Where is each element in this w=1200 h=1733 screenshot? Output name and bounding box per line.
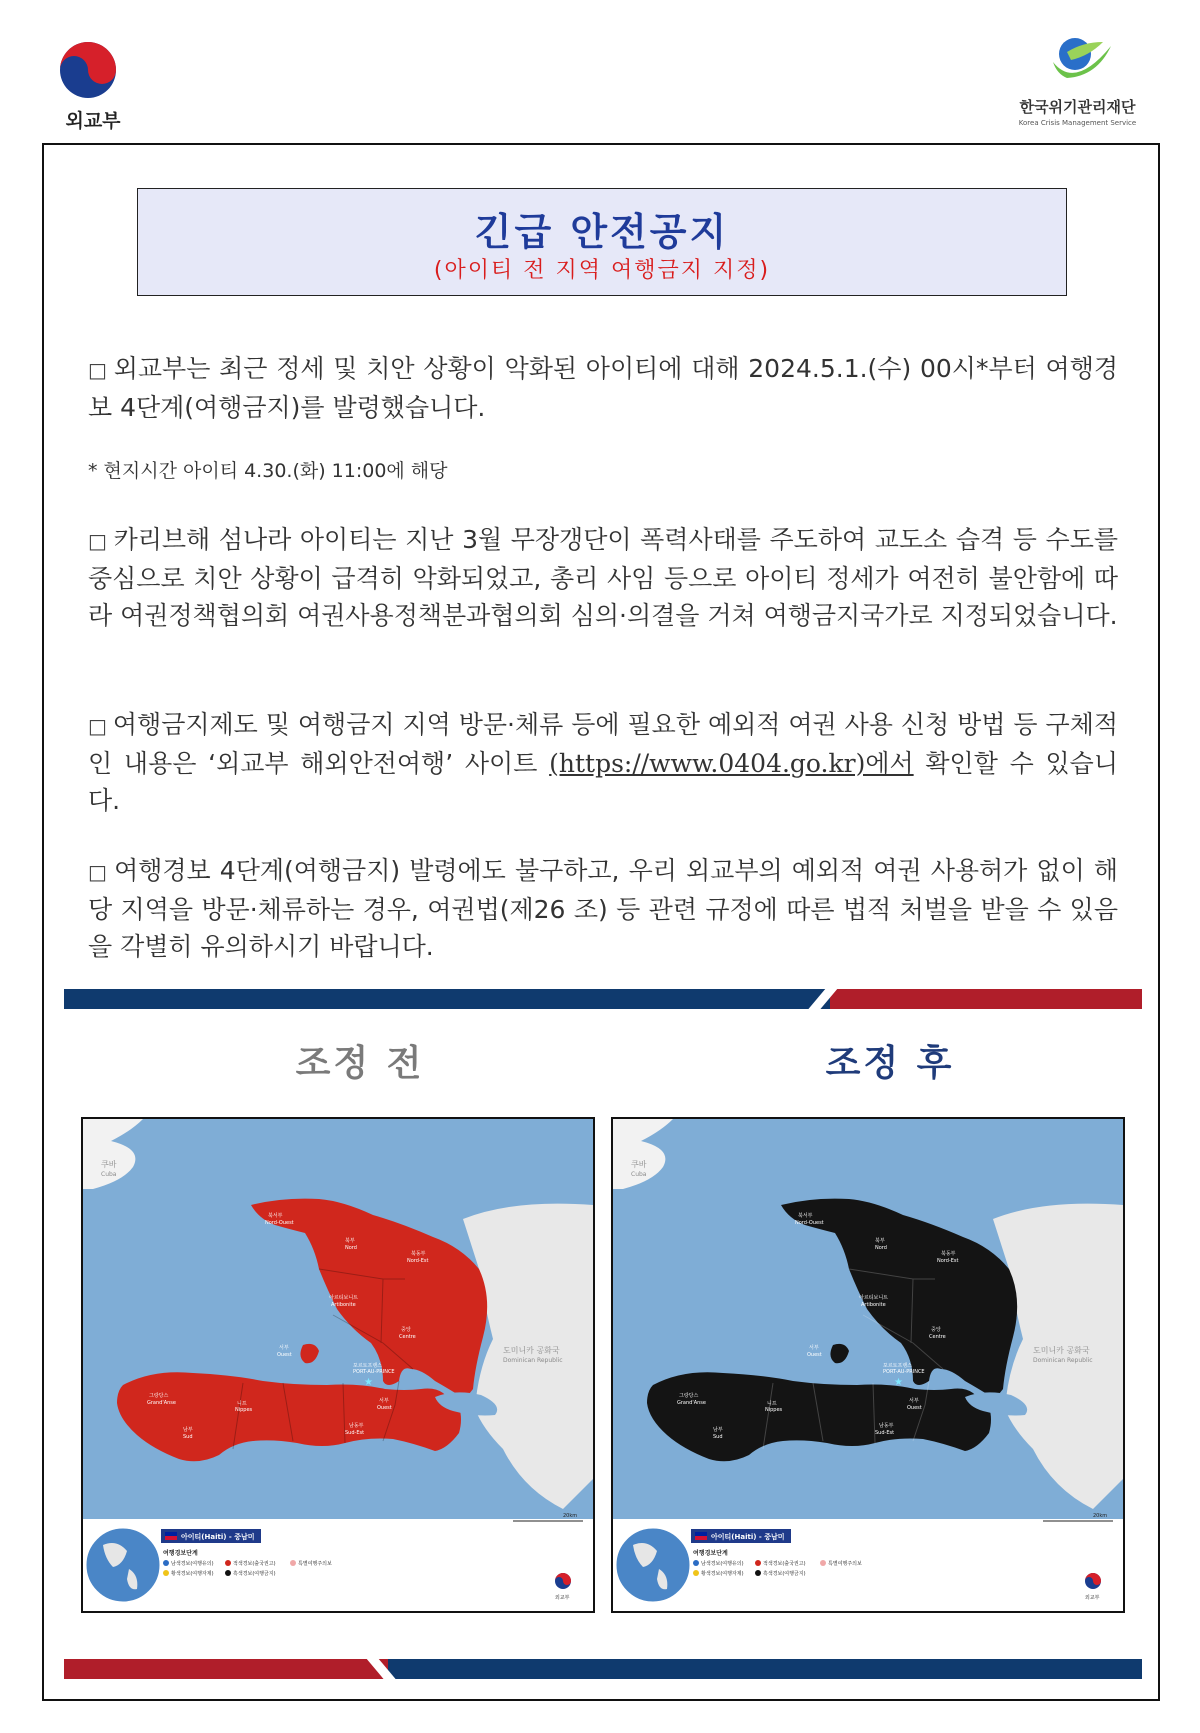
legend-title: 아이티(Haiti) - 중남미 <box>181 1533 255 1541</box>
region-sud-est: 남동부 <box>349 1423 364 1429</box>
cuba-label: 쿠바 <box>101 1160 117 1169</box>
region-ouest-en: Ouest <box>377 1405 392 1411</box>
region-grand-anse: 그랑당스 <box>679 1393 699 1399</box>
kcms-logo-icon <box>1045 32 1115 92</box>
region-nippes-en: Nippes <box>765 1407 783 1413</box>
ministry-small-label: 외교부 <box>555 1595 570 1601</box>
region-artibonite: 아르티보니트 <box>329 1295 358 1301</box>
region-ouest: 서부 <box>379 1398 389 1404</box>
paragraph-3-text: 여행금지제도 및 여행금지 지역 방문·체류 등에 필요한 예외적 여권 사용 신청 방법 등 구체적인 내용은 ‘외교부 해외안전여행’ 사이트 <box>88 710 1118 778</box>
region-sud-est: 남동부 <box>879 1423 894 1429</box>
region-nord-en: Nord <box>345 1245 357 1251</box>
ministry-small-label: 외교부 <box>1085 1595 1100 1601</box>
divider-bar-blue <box>64 989 834 1009</box>
region-grand-anse-en: Grand'Anse <box>147 1400 176 1406</box>
map-before <box>81 1117 595 1613</box>
cuba-label-en: Cuba <box>631 1171 647 1178</box>
mofa-emblem-icon <box>58 40 118 100</box>
map-before-label: 조정 전 <box>295 1043 425 1084</box>
region-centre-en: Centre <box>929 1334 946 1340</box>
region-sud-est-en: Sud-Est <box>345 1430 365 1436</box>
region-nord-est-en: Nord-Est <box>407 1258 429 1264</box>
paragraph-3-tail: 확인할 수 있습니다. <box>88 749 1118 815</box>
legend-item-special: 특별여행주의보 <box>298 1561 332 1567</box>
bullet-square-icon: □ <box>88 358 108 382</box>
region-centre: 중앙 <box>931 1327 941 1333</box>
ministry-name: 외교부 <box>65 110 121 132</box>
region-centre-en: Centre <box>399 1334 416 1340</box>
legend-item-black: 흑색경보(여행금지) <box>763 1571 806 1577</box>
region-nord-ouest: 북서부 <box>268 1213 283 1219</box>
region-nippes: 니프 <box>767 1401 777 1407</box>
legend-heading: 여행경보단계 <box>163 1550 198 1557</box>
region-centre: 중앙 <box>401 1327 411 1333</box>
safe-travel-site-link[interactable]: (https://www.0404.go.kr)에서 <box>549 749 914 778</box>
region-artibonite-en: Artibonite <box>331 1302 356 1308</box>
divider-bar-red-bottom <box>64 1659 394 1679</box>
legend-heading: 여행경보단계 <box>693 1550 728 1557</box>
paragraph-2 <box>88 521 1118 634</box>
partner-subtitle: Korea Crisis Management Service <box>1018 119 1137 127</box>
region-grand-anse-en: Grand'Anse <box>677 1400 706 1406</box>
region-nippes: 니프 <box>237 1401 247 1407</box>
region-artibonite: 아르티보니트 <box>859 1295 888 1301</box>
haiti-landmass <box>647 1199 1017 1462</box>
capital-label-en: PORT-AU-PRINCE <box>883 1369 925 1375</box>
region-nord-est: 북동부 <box>941 1251 956 1257</box>
partner-name: 한국위기관리재단 <box>1019 98 1136 116</box>
time-note: * 현지시간 아이티 4.30.(화) 11:00에 해당 <box>88 460 448 482</box>
bullet-square-icon: □ <box>88 860 109 884</box>
scale-label: 20km <box>1093 1513 1108 1519</box>
divider-bar-blue-bottom <box>388 1659 1142 1679</box>
region-ouest: 서부 <box>909 1398 919 1404</box>
paragraph-1 <box>88 350 1118 426</box>
legend-item-red: 적색경보(출국권고) <box>763 1561 806 1567</box>
paragraph-2-text: 카리브해 섬나라 아이티는 지난 3월 무장갱단이 폭력사태를 주도하여 교도소 습격 등 수도를 중심으로 치안 상황이 급격히 악화되었고, 총리 사임 등으로 아이티 정세가 여전히 불안함에 따라 여권정책협의회 여권사용정책분과협의회 심의·의결을 거쳐 여행금지국가로 지정되었습니다. <box>88 525 1119 630</box>
region-nord-ouest: 북서부 <box>798 1213 813 1219</box>
region-sud-en: Sud <box>183 1434 193 1440</box>
paragraph-1-text: 외교부는 최근 정세 및 치안 상황이 악화된 아이티에 대해 2024.5.1.(수) 00시*부터 여행경보 4단계(여행금지)를 발령했습니다. <box>88 354 1118 422</box>
region-sud-en: Sud <box>713 1434 723 1440</box>
legend-item-red: 적색경보(출국권고) <box>233 1561 276 1567</box>
region-nord: 북부 <box>875 1238 885 1244</box>
legend-title: 아이티(Haiti) - 중남미 <box>711 1533 785 1541</box>
capital-star-icon: ★ <box>894 1377 903 1388</box>
region-ouest-island-en: Ouest <box>807 1352 822 1358</box>
globe-icon <box>85 1527 161 1603</box>
dr-label-en: Dominican Republic <box>1033 1357 1093 1364</box>
legend-item-special: 특별여행주의보 <box>828 1561 862 1567</box>
region-nippes-en: Nippes <box>235 1407 253 1413</box>
region-sud: 남부 <box>183 1427 193 1433</box>
region-nord-est: 북동부 <box>411 1251 426 1257</box>
bullet-square-icon: □ <box>88 714 107 738</box>
haiti-map-after <box>613 1119 1123 1611</box>
dr-label: 도미니카 공화국 <box>1033 1346 1090 1355</box>
cuba-label-en: Cuba <box>101 1171 117 1178</box>
notice-subtitle: (아이티 전 지역 여행금지 지정) <box>433 258 771 283</box>
capital-label: 포르토프랭스 <box>883 1363 912 1369</box>
legend-item-yellow: 황색경보(여행자제) <box>701 1571 744 1577</box>
legend-item-blue: 남색경보(여행유의) <box>171 1561 214 1567</box>
bullet-square-icon: □ <box>88 529 108 553</box>
capital-star-icon: ★ <box>364 1377 373 1388</box>
region-ouest-island: 서부 <box>279 1345 289 1351</box>
paragraph-4-text: 여행경보 4단계(여행금지) 발령에도 불구하고, 우리 외교부의 예외적 여권 사용허가 없이 해당 지역을 방문·체류하는 경우, 여권법(제26 조) 등 관련 규정에 따른 법적 처벌을 받을 수 있음을 각별히 유의하시기 바랍니다. <box>88 856 1118 961</box>
divider-bar-red <box>830 989 1142 1009</box>
map-after <box>611 1117 1125 1613</box>
region-sud: 남부 <box>713 1427 723 1433</box>
region-nord-ouest-en: Nord-Ouest <box>795 1220 824 1226</box>
region-ouest-island: 서부 <box>809 1345 819 1351</box>
paragraph-4 <box>88 852 1118 965</box>
map-after-label: 조정 후 <box>825 1043 955 1084</box>
cuba-landmass <box>613 1119 673 1189</box>
legend-item-yellow: 황색경보(여행자제) <box>171 1571 214 1577</box>
legend-item-black: 흑색경보(여행금지) <box>233 1571 276 1577</box>
region-nord-en: Nord <box>875 1245 887 1251</box>
dr-label: 도미니카 공화국 <box>503 1346 560 1355</box>
region-grand-anse: 그랑당스 <box>149 1393 169 1399</box>
region-nord: 북부 <box>345 1238 355 1244</box>
region-sud-est-en: Sud-Est <box>875 1430 895 1436</box>
region-nord-ouest-en: Nord-Ouest <box>265 1220 294 1226</box>
region-ouest-island-en: Ouest <box>277 1352 292 1358</box>
capital-label-en: PORT-AU-PRINCE <box>353 1369 395 1375</box>
cuba-landmass <box>83 1119 143 1189</box>
notice-title: 긴급 안전공지 <box>474 210 730 254</box>
scale-label: 20km <box>563 1513 578 1519</box>
globe-icon <box>615 1527 691 1603</box>
cuba-label: 쿠바 <box>631 1160 647 1169</box>
legend-item-blue: 남색경보(여행유의) <box>701 1561 744 1567</box>
region-ouest-en: Ouest <box>907 1405 922 1411</box>
region-artibonite-en: Artibonite <box>861 1302 886 1308</box>
capital-label: 포르토프랭스 <box>353 1363 382 1369</box>
haiti-map-before <box>83 1119 593 1611</box>
region-nord-est-en: Nord-Est <box>937 1258 959 1264</box>
haiti-landmass <box>117 1199 487 1462</box>
paragraph-3 <box>88 706 1118 819</box>
dr-label-en: Dominican Republic <box>503 1357 563 1364</box>
